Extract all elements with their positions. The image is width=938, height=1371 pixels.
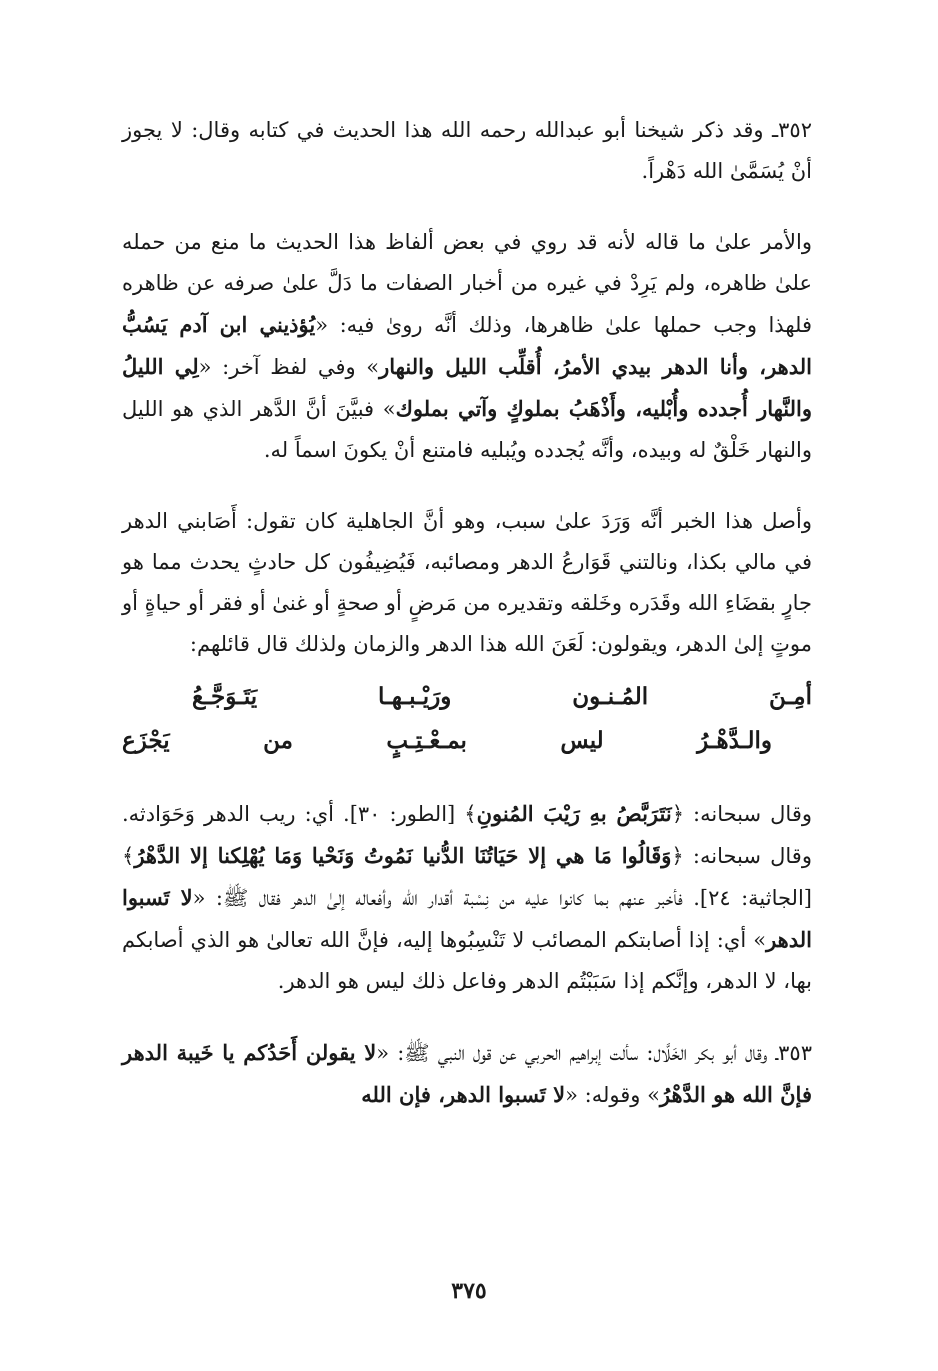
page-body bbox=[122, 110, 812, 1116]
paragraph-amr bbox=[122, 222, 812, 471]
page-number: ٣٧٥ bbox=[451, 1278, 487, 1304]
paragraph-qala-text-e: ﴾ [الجاثية: ٢٤]. فأخبر عنهم بما كانوا عليه من نِسْبة أقدار الله وأفعاله إلىٰ الدهر فقال ﷺ: « bbox=[122, 844, 812, 910]
paragraph-353-text-c: » وقوله: « bbox=[565, 1083, 660, 1107]
poem-verse bbox=[122, 675, 812, 763]
paragraph-qala-text-a: وقال سبحانه: ﴿ bbox=[671, 802, 812, 826]
paragraph-352 bbox=[122, 110, 812, 192]
hadith-quote-2: لِي الليلُ والنَّهار أُجدده وأُبْليه، وأَذْهَبُ بملوكٍ وآتي بملوك bbox=[122, 354, 812, 421]
paragraph-amr-text-a: والأمر علىٰ ما قاله لأنه قد روي في بعض ألفاظ هذا الحديث ما منع من حمله علىٰ ظاهره، ولم يَرِدْ في غيره من أخبار الصفات ما دَلَّ علىٰ صرفه عن ظاهره فلهذا وجب حملها علىٰ ظاهرها، وذلك أنَّه روىٰ فيه: « bbox=[122, 230, 812, 337]
paragraph-asl bbox=[122, 501, 812, 665]
hadith-quote-5: لا تَسبوا الدهر، فإن الله bbox=[361, 1082, 566, 1107]
paragraph-qala-text-c: ﴾ [الطور: ٣٠]. أي: ريب الدهر وَحَوَادثه. وقال سبحانه: ﴿ bbox=[122, 802, 812, 868]
paragraph-353-text-a: ٣٥٣ـ وقال أبو بكر الخَلَّال: سألت إبراهيم الحربي عن قول النبي ﷺ: « bbox=[376, 1041, 812, 1065]
paragraph-amr-text-e: » فبيَّنَ أنَّ الدَّهر الذي هو الليل والنهار خَلْقٌ له وبيده، وأنَّه يُجدده ويُبليه فامتنع أنْ يكونَ اسماً له. bbox=[122, 397, 812, 462]
paragraph-353 bbox=[122, 1032, 812, 1116]
quran-verse-1: نَتَرَبَّصُ بهِ رَيْبَ المُنونِ bbox=[476, 801, 672, 826]
paragraph-qala-text-g: » أي: إذا أصابتكم المصائب لا تَنْسِبُوها إليه، فإنَّ الله تعالىٰ هو الذي أصابكم بها، لا الدهر، وإنَّكم إذا سَبَبْتُم الدهر وفاعل ذلك ليس هو الدهر. bbox=[122, 928, 812, 993]
hadith-quote-4: لا يقولن أَحَدُكم يا خَيبة الدهر فإنَّ الله هو الدَّهْرُ bbox=[122, 1040, 812, 1107]
paragraph-asl-text: وأصل هذا الخبر أنَّه وَرَدَ علىٰ سبب، وهو أنَّ الجاهلية كان تقول: أَصَابني الدهر في مالي بكذا، ونالتني قَوَارعُ الدهر ومصائبه، فَيُضِيفُون كل حادثٍ يحدث مما هو جارٍ بقضَاءِ الله وقَدَره وخَلقه وتقديره من مَرضٍ أو صحةٍ أو غنىٰ أو فقر أو حياةٍ أو موتٍ إلىٰ الدهر، ويقولون: لَعَنَ الله هذا الدهر والزمان ولذلك قال قائلهم: bbox=[122, 509, 812, 656]
paragraph-amr-text-c: » وفي لفظ آخر: « bbox=[198, 355, 380, 379]
hadith-quote-3: لا تَسبوا الدهر bbox=[122, 885, 812, 952]
hadith-quote-1: يُؤذيني ابن آدم يَسُبُّ الدهر، وأنا الدهر بيدي الأمرُ، أُقلِّب الليل والنهار bbox=[122, 312, 812, 379]
poem-line-1: أمِـنَ المُـنـون ورَيْـبـهـا يَتَـوَجَّـعُ bbox=[192, 683, 812, 710]
paragraph-qala bbox=[122, 793, 812, 1002]
paragraph-352-text: ٣٥٢ـ وقد ذكر شيخنا أبو عبدالله رحمه الله هذا الحديث في كتابه وقال: لا يجوز أنْ يُسَمَّىٰ الله دَهْراً. bbox=[122, 118, 812, 183]
poem-line-2: والـدَّهْـرُ ليس بمـعْـتِـبٍ من يَجْزَع bbox=[122, 727, 772, 754]
quran-verse-2: وَقَالُوا مَا هي إلا حَيَاتُنَا الدُّنيا نَمُوتُ وَنَحْيا وَمَا يُهْلِكنا إلا الدَّهْرُ bbox=[134, 843, 672, 868]
